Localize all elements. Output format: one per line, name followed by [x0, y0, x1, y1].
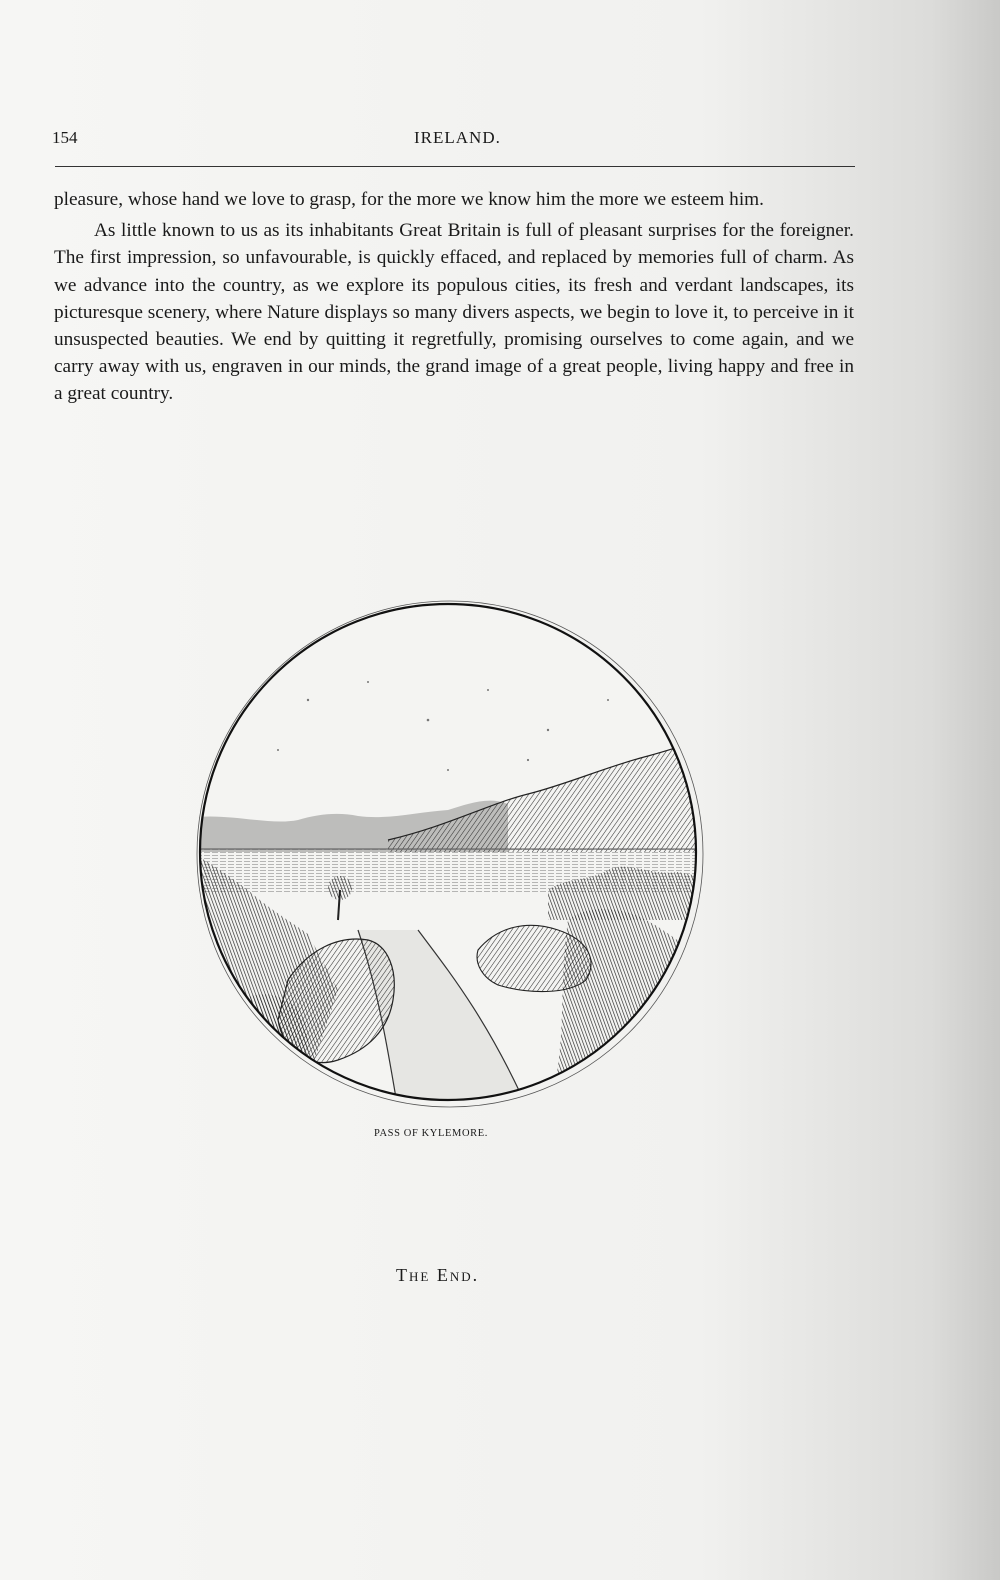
engraving-landscape-icon	[188, 590, 708, 1110]
page-number: 154	[52, 128, 78, 147]
header-rule	[55, 166, 855, 167]
running-title: IRELAND.	[414, 128, 501, 147]
paragraph-continued: pleasure, whose hand we love to grasp, for the more we know him the more we esteem him.	[54, 189, 764, 210]
body-text	[54, 186, 854, 408]
the-end: The End.	[396, 1265, 480, 1285]
paragraph: As little known to us as its inhabitants Great Britain is full of pleasant surprises for the foreigner. The first impression, so unfavourable, is quickly effaced, and replaced by memories full of charm. As we advance into the country, as we explore its populous cities, its fresh and verdant landscapes, its picturesque scenery, where Nature displays so many divers aspects, we begin to love it, to perceive in it unsuspected beauties. We end by quitting it regretfully, promising ourselves to come again, and we carry away with us, engraven in our minds, the grand image of a great people, living happy and free in a great country.	[54, 220, 854, 405]
illustration-caption: PASS OF KYLEMORE.	[374, 1128, 488, 1139]
